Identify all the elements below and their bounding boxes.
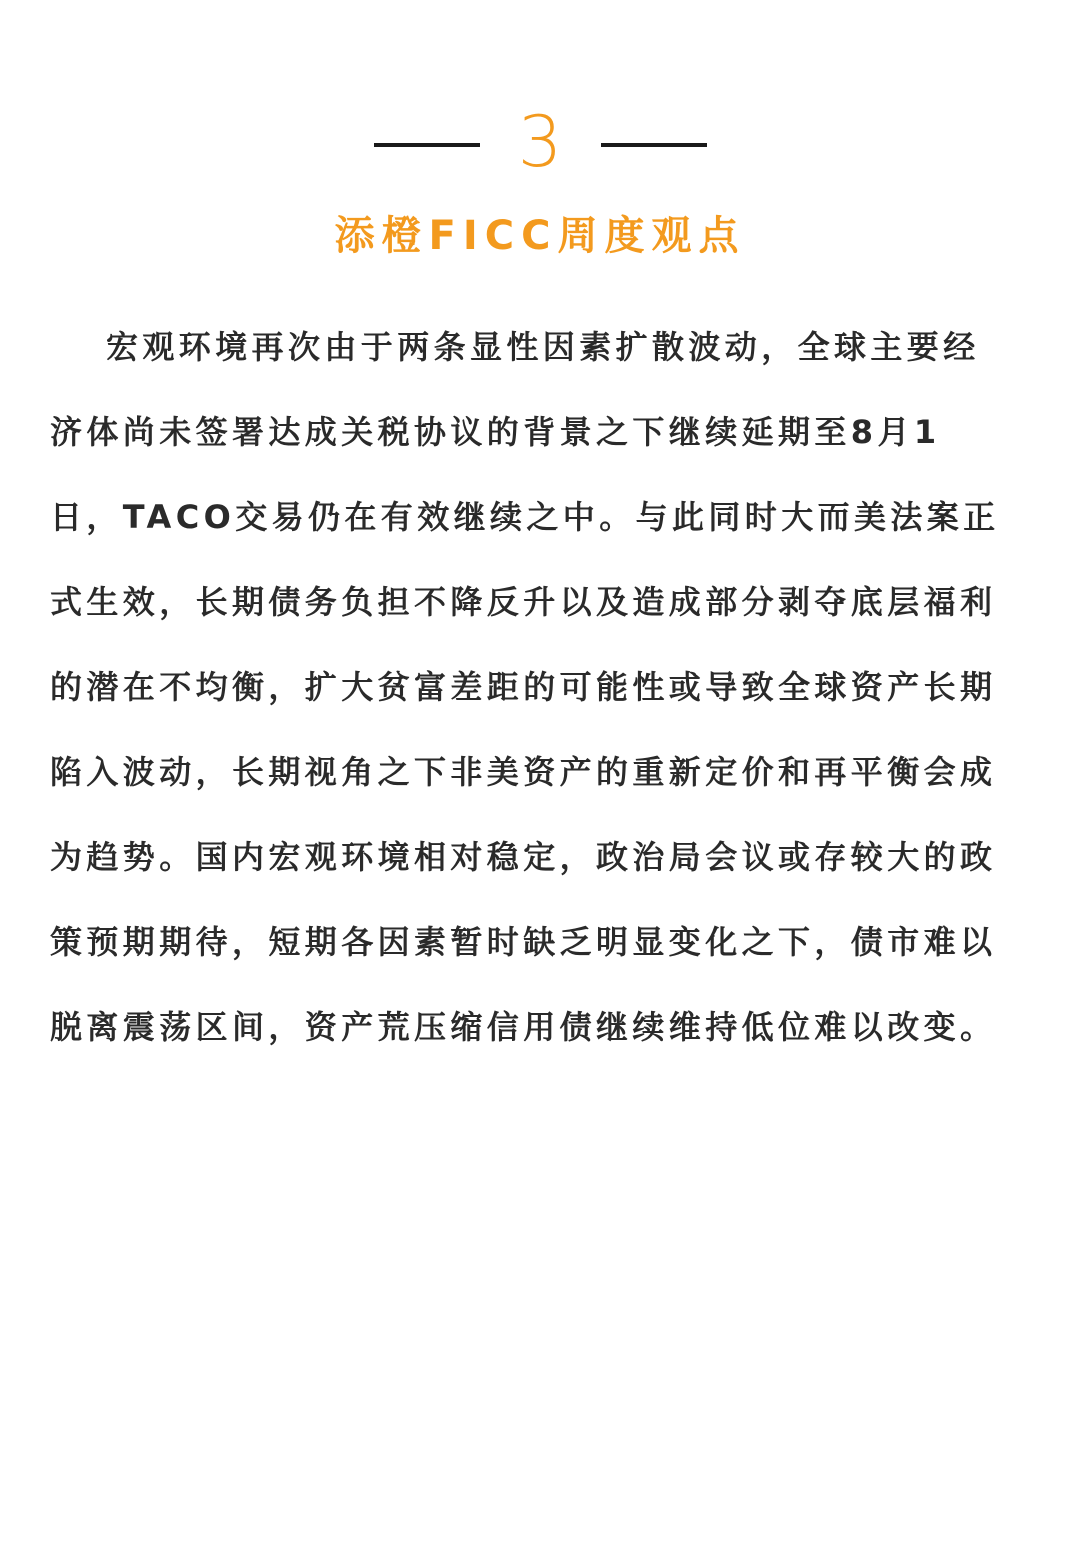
paragraph-line: 陷入波动，长期视角之下非美资产的重新定价和再平衡会成 xyxy=(50,753,997,791)
paragraph-line: 策预期期待，短期各因素暂时缺乏明显变化之下，债市难以 xyxy=(50,923,997,961)
body-paragraph xyxy=(50,305,1030,1070)
paragraph-line: 式生效，长期债务负担不降反升以及造成部分剥夺底层福利 xyxy=(50,583,997,621)
paragraph-line: 脱离震荡区间，资产荒压缩信用债继续维持低位难以改变。 xyxy=(50,1008,997,1046)
paragraph-line: 宏观环境再次由于两条显性因素扩散波动，全球主要经 xyxy=(106,328,980,366)
section-title: 添橙FICC周度观点 xyxy=(334,213,746,259)
paragraph-line: 济体尚未签署达成关税协议的背景之下继续延期至8月1 xyxy=(50,413,941,451)
header-rule-right xyxy=(601,143,707,147)
section-header xyxy=(0,100,1080,190)
paragraph-line: 为趋势。国内宏观环境相对稳定，政治局会议或存较大的政 xyxy=(50,838,997,876)
paragraph-line: 的潜在不均衡，扩大贫富差距的可能性或导致全球资产长期 xyxy=(50,668,997,706)
paragraph-line: 日，TACO交易仍在有效继续之中。与此同时大而美法案正 xyxy=(50,498,1000,536)
section-number: 3 xyxy=(517,101,563,183)
